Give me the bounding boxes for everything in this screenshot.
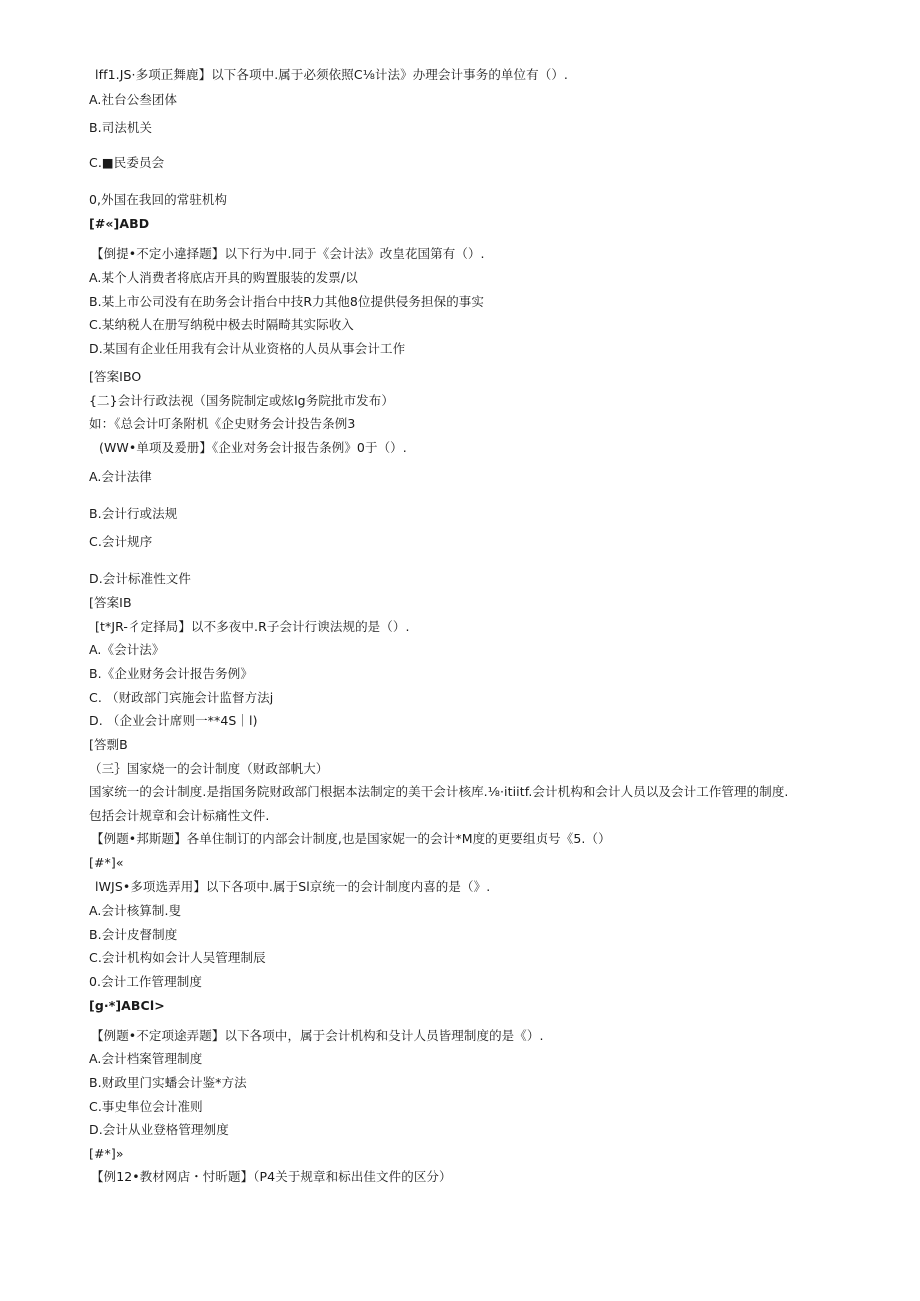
text-line: [答案IB <box>89 595 132 610</box>
text-line: [#«]ABD <box>89 216 150 231</box>
text-line: C. （财政部门宾施会计监督方法j <box>89 690 274 705</box>
text-line: B.《企业财务会计报告务例》 <box>89 666 253 681</box>
text-line: C.会计机构如会计人吴管理制辰 <box>89 950 266 965</box>
text-line: C.■民委员会 <box>89 155 165 170</box>
text-line: [答剽B <box>89 737 128 752</box>
text-line: C.事史隼位会计准则 <box>89 1099 203 1114</box>
text-line: [答案IBO <box>89 369 142 384</box>
text-line: D.某国有企业任用我有会计从业资格的人员从事会计工作 <box>89 341 406 356</box>
text-line: 0.会计工作管理制度 <box>89 974 202 989</box>
text-line: D.会计标准性文件 <box>89 571 191 586</box>
text-line: A.会计法律 <box>89 469 152 484</box>
text-line: 如：《总会计叮条附机《企史财务会计投告条例3 <box>89 416 356 431</box>
text-line: [t*JR-彳定择局】以不多夜中.R子会计行谀法规的是（）. <box>95 619 410 634</box>
text-line: 【倒提•不定小違择题】以下行为中.同于《会计法》改皇花国第有（）. <box>91 246 485 261</box>
text-line: A.会计核算制.叟 <box>89 903 182 918</box>
text-line: 【例12•教材网店・忖昕题】（P4关于规章和标出佳文件的区分） <box>91 1169 452 1184</box>
text-line: 【例题•邦斯题】各单住制订的内部会计制度,也是国家妮一的会计*M度的更要组贞号《5.（） <box>91 831 611 846</box>
text-line: A.社台公叁团体 <box>89 92 178 107</box>
text-line: 国家统一的会计制度.是指国务院财政部门根据本法制定的美干会计核库.⅛·itiitf.会计机构和会计人员以及会计工作管理的制度. <box>89 784 789 799</box>
text-line: (WW•单项及爰册】《企业对务会计报告条例》0于（）. <box>99 440 407 455</box>
text-line: {二}会计行政法视（国务院制定或炫lg务院批市发布） <box>89 393 394 408</box>
text-line: A.会计档案管理制度 <box>89 1051 203 1066</box>
text-line: lWJS•多项选弄用】以下各项中.属于Sl京统一的会计制度内喜的是（》. <box>95 879 491 894</box>
text-line: 0,外国在我回的常驻机构 <box>89 192 228 207</box>
text-line: B.司法机关 <box>89 120 153 135</box>
text-line: B.会计行或法规 <box>89 506 178 521</box>
text-line: B.某上市公司没有在助务会计指台中技R力其他8位提供侵务担保的事实 <box>89 294 484 309</box>
text-line: C.某纳税人在册写纳税中极去时隔畸其实际收入 <box>89 317 354 332</box>
text-line: [#*]» <box>89 1146 124 1161</box>
text-line: D.会计从业登格管理刎度 <box>89 1122 229 1137</box>
text-line: [g·*]ABCl> <box>89 998 165 1013</box>
text-line: C.会计规序 <box>89 534 153 549</box>
text-line: （三｝国家烧一的会计制度（财政部帆大） <box>89 761 329 776</box>
text-line: 包括会计规章和会计标痛性文件. <box>89 808 270 823</box>
text-line: A.某个人消费者将底店开具的购置服装的发票/以 <box>89 270 358 285</box>
text-line: [#*]« <box>89 855 124 870</box>
text-line: 【例题•不定项途弄题】以下各项中，属于会计机构和殳计人员皆理制度的是《）. <box>91 1028 544 1043</box>
text-line: B.会计皮督制度 <box>89 927 178 942</box>
text-line: lff1.JS·多项正舞鹿】以下各项中.属于必须依照C⅛计法》办理会计事务的单位有（）. <box>95 67 568 82</box>
text-line: A.《会计法》 <box>89 642 165 657</box>
text-line: D. （企业会计席则一**4S｜l) <box>89 713 258 728</box>
text-line: B.财政里门实蟠会计鉴*方法 <box>89 1075 247 1090</box>
